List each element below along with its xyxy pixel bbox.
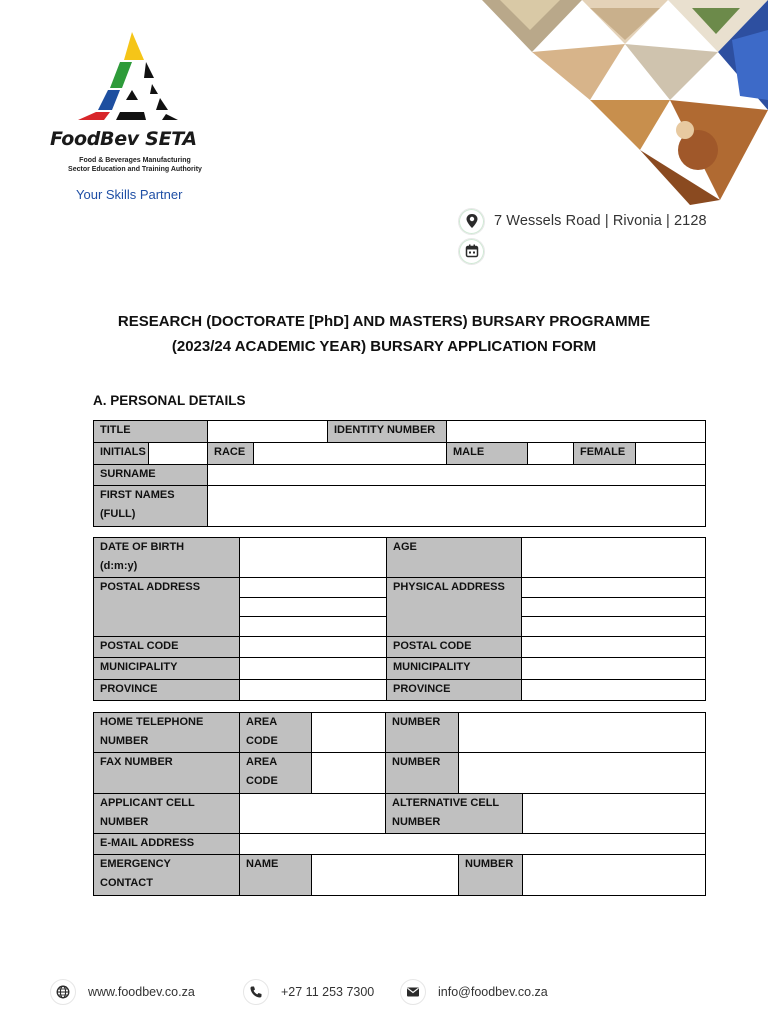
address-text: 7 Wessels Road | Rivonia | 2128: [494, 213, 707, 229]
personal-details-table: [93, 420, 706, 527]
address-row: [458, 207, 707, 235]
dob-label-line2: (d:m:y): [100, 560, 138, 572]
home-telephone-label-line1: HOME TELEPHONE: [100, 716, 204, 728]
title-label: TITLE: [94, 421, 208, 443]
calendar-row: [458, 237, 707, 265]
fax-number-label: FAX NUMBER: [94, 753, 240, 794]
brand-subtitle: [50, 156, 220, 174]
emergency-contact-label-line2: CONTACT: [100, 877, 153, 889]
physical-address-line2[interactable]: [522, 598, 706, 617]
footer-email[interactable]: [400, 978, 548, 1006]
location-pin-icon: [458, 208, 485, 235]
emergency-name-field[interactable]: [312, 855, 459, 896]
home-area-code-label-line1: AREA: [246, 716, 278, 728]
female-field[interactable]: [636, 443, 706, 465]
physical-address-label: PHYSICAL ADDRESS: [387, 578, 522, 637]
email-icon: [400, 979, 426, 1005]
physical-province-field[interactable]: [522, 680, 706, 701]
email-address-field[interactable]: [240, 834, 706, 855]
physical-address-line3[interactable]: [522, 617, 706, 637]
home-area-code-label-line2: CODE: [246, 735, 278, 747]
physical-municipality-field[interactable]: [522, 658, 706, 680]
physical-address-line1[interactable]: [522, 578, 706, 598]
foodbev-logo: [50, 28, 220, 208]
brand-name: FoodBev SETA: [50, 128, 197, 150]
footer-phone[interactable]: [243, 978, 374, 1006]
identity-number-label: IDENTITY NUMBER: [328, 421, 447, 443]
postal-address-line3[interactable]: [240, 617, 387, 637]
initials-field[interactable]: [149, 443, 208, 465]
municipality-label: MUNICIPALITY: [94, 658, 240, 680]
physical-postal-code-label: POSTAL CODE: [387, 637, 522, 658]
alternative-cell-field[interactable]: [523, 794, 706, 834]
first-names-label-line1: FIRST NAMES: [100, 489, 175, 501]
first-names-label: [94, 486, 208, 527]
fax-number-field[interactable]: [459, 753, 706, 794]
first-names-field[interactable]: [208, 486, 706, 527]
postal-address-line1[interactable]: [240, 578, 387, 598]
female-label: FEMALE: [574, 443, 636, 465]
physical-municipality-label: MUNICIPALITY: [387, 658, 522, 680]
alternative-cell-label-line1: ALTERNATIVE CELL: [392, 797, 500, 809]
emergency-contact-label-line1: EMERGENCY: [100, 858, 171, 870]
tagline: Your Skills Partner: [76, 187, 183, 202]
race-label: RACE: [208, 443, 254, 465]
phone-text: +27 11 253 7300: [281, 985, 375, 999]
home-area-code-field[interactable]: [312, 713, 386, 753]
brand-subtitle-line2: Sector Education and Training Authority: [68, 166, 202, 173]
emergency-number-field[interactable]: [523, 855, 706, 896]
footer: [0, 978, 768, 1008]
initials-label: INITIALS: [94, 443, 149, 465]
emergency-contact-label: [94, 855, 240, 896]
section-a-heading: A. PERSONAL DETAILS: [93, 393, 246, 408]
surname-label: SURNAME: [94, 465, 208, 486]
home-area-code-label: [240, 713, 312, 753]
dob-field[interactable]: [240, 538, 387, 578]
address-table: [93, 537, 706, 701]
physical-postal-code-field[interactable]: [522, 637, 706, 658]
province-label: PROVINCE: [94, 680, 240, 701]
applicant-cell-label: [94, 794, 240, 834]
email-text: info@foodbev.co.za: [438, 985, 548, 999]
home-telephone-label: [94, 713, 240, 753]
postal-code-label: POSTAL CODE: [94, 637, 240, 658]
dob-label: [94, 538, 240, 578]
fax-area-code-label-line1: AREA: [246, 756, 278, 768]
home-number-label: NUMBER: [386, 713, 459, 753]
title-field[interactable]: [208, 421, 328, 443]
calendar-icon: [458, 238, 485, 265]
logo-triangle-icon: [74, 28, 194, 123]
first-names-label-line2: (FULL): [100, 508, 136, 520]
home-telephone-label-line2: NUMBER: [100, 735, 149, 747]
race-field[interactable]: [254, 443, 447, 465]
male-field[interactable]: [528, 443, 574, 465]
fax-number-sub-label: NUMBER: [386, 753, 459, 794]
physical-province-label: PROVINCE: [387, 680, 522, 701]
province-field[interactable]: [240, 680, 387, 701]
footer-website[interactable]: [50, 978, 195, 1006]
contact-table: [93, 712, 706, 896]
applicant-cell-field[interactable]: [240, 794, 386, 834]
surname-field[interactable]: [208, 465, 706, 486]
form-title-line2: (2023/24 ACADEMIC YEAR) BURSARY APPLICATION FORM: [171, 338, 597, 355]
phone-icon: [243, 979, 269, 1005]
applicant-cell-label-line1: APPLICANT CELL: [100, 797, 195, 809]
municipality-field[interactable]: [240, 658, 387, 680]
fax-area-code-field[interactable]: [312, 753, 386, 794]
emergency-number-label: NUMBER: [459, 855, 523, 896]
age-field[interactable]: [522, 538, 706, 578]
identity-number-field[interactable]: [447, 421, 706, 443]
age-label: AGE: [387, 538, 522, 578]
brand-subtitle-line1: Food & Beverages Manufacturing: [79, 157, 191, 164]
form-title-line1: RESEARCH (DOCTORATE [PhD] AND MASTERS) BURSARY PROGRAMME: [117, 313, 651, 330]
postal-address-line2[interactable]: [240, 598, 387, 617]
alternative-cell-label-line2: NUMBER: [392, 816, 441, 828]
alternative-cell-label: [386, 794, 523, 834]
emergency-name-label: NAME: [240, 855, 312, 896]
applicant-cell-label-line2: NUMBER: [100, 816, 149, 828]
fax-area-code-label: [240, 753, 312, 794]
male-label: MALE: [447, 443, 528, 465]
header-photo-collage: [470, 0, 768, 205]
contact-block: [458, 207, 707, 267]
home-number-field[interactable]: [459, 713, 706, 753]
postal-address-label: POSTAL ADDRESS: [94, 578, 240, 637]
postal-code-field[interactable]: [240, 637, 387, 658]
globe-icon: [50, 979, 76, 1005]
email-address-label: E-MAIL ADDRESS: [94, 834, 240, 855]
fax-area-code-label-line2: CODE: [246, 775, 278, 787]
dob-label-line1: DATE OF BIRTH: [100, 541, 185, 553]
website-text: www.foodbev.co.za: [88, 985, 195, 999]
